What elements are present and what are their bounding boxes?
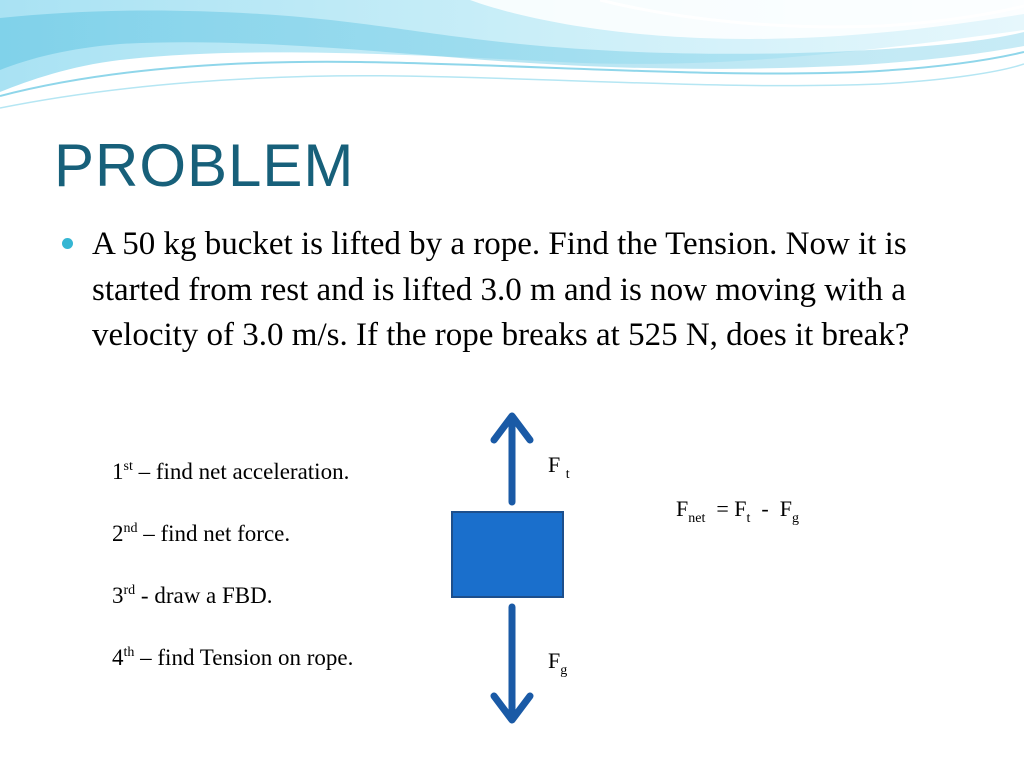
tension-subscript: t [565, 467, 570, 482]
step-number: 4 [112, 645, 124, 670]
eq-minus: - [750, 496, 780, 521]
step-ordinal: nd [123, 521, 138, 536]
tension-symbol: F [548, 452, 566, 477]
step-number: 3 [112, 583, 124, 608]
eq-ft: F [734, 496, 747, 521]
tension-force-label [548, 452, 570, 482]
step-number: 1 [112, 459, 124, 484]
step-text: - draw a FBD. [135, 583, 273, 608]
eq-t-sub: t [746, 511, 751, 526]
slide-title: PROBLEM [54, 132, 355, 199]
eq-fnet: F [676, 496, 689, 521]
gravity-symbol: F [548, 648, 561, 673]
step-ordinal: th [123, 645, 135, 660]
eq-g-sub: g [792, 511, 799, 526]
eq-net-sub: net [688, 511, 706, 526]
step-text: – find Tension on rope. [134, 645, 354, 670]
step-ordinal: st [123, 459, 133, 474]
eq-fg: F [779, 496, 792, 521]
step-ordinal: rd [123, 583, 136, 598]
net-force-equation [676, 496, 799, 526]
step-text: – find net force. [137, 521, 291, 546]
gravity-subscript: g [560, 663, 568, 678]
step-number: 2 [112, 521, 124, 546]
gravity-force-label [548, 648, 567, 678]
bucket-box [452, 512, 563, 597]
eq-equals: = [705, 496, 735, 521]
step-text: – find net acceleration. [132, 459, 350, 484]
problem-statement: A 50 kg bucket is lifted by a rope. Find the Tension. Now it is started from rest and is lifted 3.0 m and is now moving with a velocity of 3.0 m/s. If the rope breaks at 525 N, does it break? [92, 226, 910, 353]
